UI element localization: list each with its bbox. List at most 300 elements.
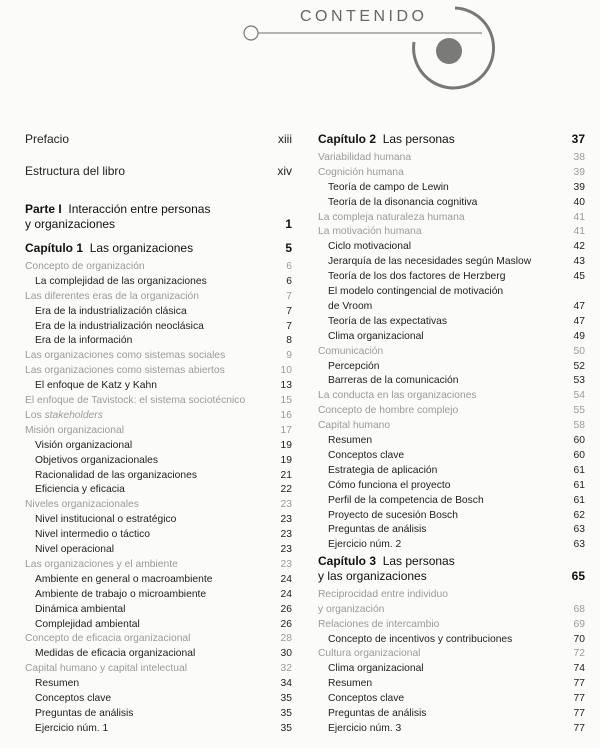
page-number: 61 <box>573 464 585 476</box>
toc-entry[interactable] <box>25 333 292 348</box>
entry-text: Los <box>25 409 45 421</box>
entry-text: Ambiente de trabajo o microambiente <box>35 588 207 600</box>
entry-text: Resumen <box>328 435 373 446</box>
toc-entry[interactable] <box>25 319 292 334</box>
page-number: 55 <box>573 405 585 417</box>
entry-title <box>25 706 133 721</box>
entry-text: Las organizaciones y el ambiente <box>25 558 178 570</box>
toc-entry[interactable] <box>25 408 292 423</box>
entry-text: Concepto de incentivos y contribuciones <box>328 633 513 645</box>
page-number: 35 <box>280 693 292 704</box>
toc-entry[interactable] <box>25 289 292 304</box>
page-number: 24 <box>280 573 292 585</box>
page-number: 62 <box>573 509 585 521</box>
entry-text: Concepto de organización <box>25 260 145 272</box>
entry-text: Interacción entre personas <box>68 202 211 216</box>
page-number: 19 <box>280 454 292 466</box>
page-number: 8 <box>286 335 292 347</box>
page-number: 10 <box>280 365 292 377</box>
toc-entry[interactable] <box>318 329 585 344</box>
entry-text: Dinámica ambiental <box>35 603 126 615</box>
page-number: 69 <box>573 618 585 630</box>
entry-text: Visión organizacional <box>35 439 133 451</box>
toc-entry[interactable] <box>25 646 292 661</box>
page-number: 58 <box>573 420 585 432</box>
entry-title <box>318 418 390 433</box>
entry-text: La motivación humana <box>318 226 422 238</box>
entry-title <box>318 691 404 706</box>
page-number: 7 <box>286 320 292 332</box>
entry-text: Cómo funciona el proyecto <box>328 479 451 491</box>
entry-text: Reciprocidad entre individuo <box>318 588 448 600</box>
entry-title <box>25 587 206 602</box>
entry-title <box>25 527 150 542</box>
chapter-label: Capítulo 1 <box>25 241 84 255</box>
toc-entry[interactable] <box>318 433 585 448</box>
entry-title <box>25 363 225 378</box>
toc-entry[interactable] <box>318 418 585 433</box>
toc-entry[interactable] <box>318 359 585 374</box>
entry-text: Percepción <box>328 360 380 372</box>
entry-title <box>318 433 372 448</box>
entry-text: Ambiente en general o macroambiente <box>35 573 213 585</box>
entry-title <box>25 468 197 483</box>
entry-text: Preguntas de análisis <box>328 524 427 536</box>
entry-title <box>318 254 531 269</box>
toc-entry[interactable] <box>318 587 585 617</box>
entry-title <box>318 537 401 552</box>
toc-entry[interactable] <box>318 165 585 180</box>
page-number: 63 <box>573 539 585 551</box>
page-number: 40 <box>573 196 585 208</box>
toc-entry[interactable] <box>318 632 585 647</box>
entry-title <box>318 195 477 210</box>
toc-entry[interactable] <box>318 463 585 478</box>
toc-entry[interactable] <box>25 676 292 691</box>
toc-entry[interactable] <box>25 304 292 319</box>
entry-title <box>318 661 424 676</box>
entry-title <box>318 269 505 284</box>
entry-text: Nivel institucional o estratégico <box>35 514 177 526</box>
entry-text: Ejercicio núm. 1 <box>35 722 109 734</box>
toc-entry[interactable] <box>25 512 292 527</box>
entry-text: Conceptos clave <box>35 693 112 704</box>
toc-entry[interactable] <box>318 646 585 661</box>
entry-text: La conducta en las organizaciones <box>318 390 477 402</box>
toc-entry[interactable] <box>318 721 585 736</box>
entry-text: Perfil de la competencia de Bosch <box>328 494 484 506</box>
page-number: 7 <box>286 290 292 302</box>
toc-entry[interactable] <box>318 493 585 508</box>
toc-chapter-heading[interactable] <box>25 241 292 256</box>
toc-entry[interactable] <box>318 195 585 210</box>
entry-text-italic: stakeholders <box>44 409 103 421</box>
toc-entry[interactable] <box>318 617 585 632</box>
entry-title <box>25 408 103 423</box>
entry-title <box>318 373 459 388</box>
page-number: 61 <box>573 494 585 506</box>
toc-entry[interactable] <box>25 721 292 736</box>
page-number: 23 <box>280 558 292 570</box>
entry-title <box>318 448 404 463</box>
toc-entry[interactable] <box>25 164 292 179</box>
page-number: 6 <box>286 275 292 287</box>
entry-title <box>25 438 132 453</box>
page-number: 52 <box>573 360 585 372</box>
page-number: 61 <box>573 479 585 491</box>
entry-text: Jerarquía de las necesidades según Maslow <box>328 256 532 268</box>
toc-entry[interactable] <box>25 274 292 289</box>
toc-entry[interactable] <box>318 661 585 676</box>
entry-title <box>318 463 437 478</box>
page-number: 54 <box>573 390 585 402</box>
entry-title <box>318 314 447 329</box>
small-ring-icon <box>244 26 258 40</box>
page-number: 38 <box>573 151 585 163</box>
page-number: 34 <box>280 678 292 690</box>
entry-title <box>318 646 420 661</box>
page-number: 19 <box>280 439 292 451</box>
toc-entry[interactable] <box>25 259 292 274</box>
entry-text: Concepto de hombre complejo <box>318 405 459 417</box>
entry-title <box>25 617 140 632</box>
toc-entry[interactable] <box>25 602 292 617</box>
entry-title <box>25 378 157 393</box>
page-number: 60 <box>573 435 585 446</box>
entry-title <box>25 646 195 661</box>
entry-text: Las organizaciones como sistemas sociales <box>25 350 226 362</box>
page-number: 30 <box>280 648 292 660</box>
entry-title <box>318 329 424 344</box>
page-number: 43 <box>573 256 585 268</box>
toc-entry[interactable] <box>318 403 585 418</box>
entry-text: Barreras de la comunicación <box>328 375 459 387</box>
toc-entry[interactable] <box>318 478 585 493</box>
entry-title <box>25 241 193 256</box>
entry-text: Misión organizacional <box>25 424 125 436</box>
entry-title <box>318 239 411 254</box>
entry-text: El modelo contingencial de motivación <box>328 286 504 297</box>
page-number: 23 <box>280 499 292 511</box>
entry-text: Clima organizacional <box>328 330 424 342</box>
page-number: 35 <box>280 707 292 719</box>
entry-text: Prefacio <box>25 132 70 146</box>
page-title: CONTENIDO <box>300 8 428 25</box>
entry-title <box>25 512 176 527</box>
entry-title <box>25 453 158 468</box>
entry-text-line2: y las organizaciones <box>318 569 427 583</box>
toc-entry[interactable] <box>318 691 585 706</box>
entry-text: Objetivos organizacionales <box>35 454 159 466</box>
page-number: 50 <box>573 345 585 357</box>
page-number: 47 <box>573 301 585 312</box>
entry-title <box>25 482 125 497</box>
entry-text: Relaciones de intercambio <box>318 618 440 630</box>
entry-text: Concepto de eficacia organizacional <box>25 633 191 645</box>
toc-entry[interactable] <box>25 631 292 646</box>
toc-entry[interactable] <box>318 210 585 225</box>
toc-entry[interactable] <box>25 453 292 468</box>
entry-text: Proyecto de sucesión Bosch <box>328 509 458 521</box>
entry-title <box>25 274 207 289</box>
page-number: 77 <box>573 678 585 690</box>
entry-title <box>318 587 448 617</box>
toc-entry[interactable] <box>25 557 292 572</box>
page-number: 6 <box>286 260 292 272</box>
toc-chapter-heading[interactable] <box>25 202 292 232</box>
page-number: 24 <box>280 588 292 600</box>
entry-title <box>318 150 411 165</box>
page-number: 7 <box>286 305 292 317</box>
page-number: 23 <box>280 529 292 541</box>
page-number: 70 <box>573 633 585 645</box>
entry-title <box>318 478 451 493</box>
toc-entry[interactable] <box>25 691 292 706</box>
page-number: 17 <box>280 424 292 436</box>
toc-entry[interactable] <box>25 706 292 721</box>
toc-entry[interactable] <box>318 150 585 165</box>
entry-text: La complejidad de las organizaciones <box>35 275 207 287</box>
entry-text: Las personas <box>382 132 455 146</box>
toc-entry[interactable] <box>318 239 585 254</box>
page-number: 74 <box>573 663 585 675</box>
page-number: 5 <box>285 241 292 255</box>
entry-text: Las personas <box>382 554 455 568</box>
page-number: 16 <box>280 409 292 421</box>
entry-title <box>318 706 426 721</box>
entry-title <box>318 180 449 195</box>
entry-title <box>25 319 204 334</box>
page-number: 42 <box>573 241 585 253</box>
toc-entry[interactable] <box>25 527 292 542</box>
toc-entry[interactable] <box>318 224 585 239</box>
entry-text: La compleja naturaleza humana <box>318 211 465 223</box>
toc-entry[interactable] <box>25 393 292 408</box>
page-number: 9 <box>286 350 292 362</box>
entry-title <box>318 284 503 314</box>
page-number: 37 <box>571 132 585 146</box>
toc-entry[interactable] <box>25 468 292 483</box>
page-number: 1 <box>285 217 292 231</box>
page-number: 53 <box>573 375 585 387</box>
toc-entry[interactable] <box>318 388 585 403</box>
entry-text: Las organizaciones <box>89 241 194 255</box>
toc-entry[interactable] <box>318 706 585 721</box>
entry-text: Era de la información <box>35 335 133 347</box>
entry-title <box>25 259 145 274</box>
toc-entry[interactable] <box>318 254 585 269</box>
entry-text: Nivel operacional <box>35 544 114 555</box>
filled-dot-icon <box>436 38 462 64</box>
entry-text: Comunicación <box>318 345 384 357</box>
entry-title <box>25 333 132 348</box>
toc-entry[interactable] <box>318 676 585 691</box>
page-number: 23 <box>280 544 292 555</box>
toc-entry[interactable] <box>25 348 292 363</box>
entry-title <box>318 632 512 647</box>
toc-entry[interactable] <box>25 497 292 512</box>
page-number: 35 <box>280 722 292 734</box>
page-number: 13 <box>280 380 292 392</box>
entry-title <box>318 359 380 374</box>
entry-text: Ciclo motivacional <box>328 241 411 253</box>
entry-text: Las diferentes eras de la organización <box>25 290 200 302</box>
entry-title <box>25 602 125 617</box>
entry-title <box>318 676 372 691</box>
entry-text: Las organizaciones como sistemas abiertos <box>25 365 225 377</box>
entry-text: Estrategia de aplicación <box>328 464 438 476</box>
entry-title <box>25 542 114 557</box>
page-number: 60 <box>573 449 585 461</box>
entry-title <box>318 403 458 418</box>
toc-entry[interactable] <box>25 423 292 438</box>
page-number: 77 <box>573 693 585 705</box>
entry-text: Clima organizacional <box>328 663 424 675</box>
entry-text: Cultura organizacional <box>318 648 421 660</box>
entry-text: Ejercicio núm. 3 <box>328 722 402 734</box>
page-number: 28 <box>280 633 292 645</box>
toc-entry[interactable] <box>25 617 292 632</box>
toc-chapter-heading[interactable] <box>318 132 585 147</box>
toc-entry[interactable] <box>318 344 585 359</box>
entry-title <box>25 393 245 408</box>
entry-text: Niveles organizacionales <box>25 499 139 511</box>
toc-entry[interactable] <box>25 482 292 497</box>
toc-entry[interactable] <box>318 537 585 552</box>
toc-entry[interactable] <box>25 378 292 393</box>
entry-text: Teoría de campo de Lewin <box>328 181 449 193</box>
entry-title <box>25 202 210 232</box>
page-number: 77 <box>573 722 585 734</box>
page-number: 23 <box>280 514 292 526</box>
entry-text: Teoría de las expectativas <box>328 315 448 327</box>
entry-title <box>25 631 190 646</box>
toc-entry[interactable] <box>318 373 585 388</box>
page-number: 15 <box>280 395 292 406</box>
entry-text: Medidas de eficacia organizacional <box>35 648 196 660</box>
entry-title <box>318 132 455 147</box>
entry-title <box>25 721 108 736</box>
entry-text: Resumen <box>328 678 373 690</box>
entry-title <box>318 554 455 584</box>
toc-entry[interactable] <box>25 572 292 587</box>
toc-entry[interactable] <box>318 180 585 195</box>
entry-text: Cognición humana <box>318 166 404 178</box>
page-number: 26 <box>280 603 292 615</box>
page-number: xiv <box>277 164 292 178</box>
entry-text-line2: y organizaciones <box>25 217 116 231</box>
entry-text: Complejidad ambiental <box>35 618 140 630</box>
page-number: xiii <box>278 132 292 146</box>
entry-text: Era de la industrialización clásica <box>35 305 187 317</box>
page-number: 26 <box>280 618 292 630</box>
page-number: 45 <box>573 271 585 283</box>
entry-title <box>25 304 187 319</box>
entry-title <box>25 661 187 676</box>
toc-entry[interactable] <box>318 284 585 314</box>
entry-title <box>25 497 139 512</box>
toc-entry[interactable] <box>25 132 292 147</box>
entry-title <box>25 691 111 706</box>
entry-text: Capital humano y capital intelectual <box>25 663 187 675</box>
entry-text: Conceptos clave <box>328 449 405 461</box>
entry-text-line2: de Vroom <box>328 301 373 312</box>
page-number: 63 <box>573 524 585 536</box>
page-number: 22 <box>280 484 292 496</box>
entry-text: Preguntas de análisis <box>328 708 427 719</box>
entry-text: El enfoque de Tavistock: el sistema sociotécnico <box>25 395 246 406</box>
entry-title <box>318 224 422 239</box>
toc-entry[interactable] <box>25 661 292 676</box>
page-number: 41 <box>573 226 585 238</box>
entry-text: Teoría de los dos factores de Herzberg <box>328 271 506 283</box>
entry-text: Ejercicio núm. 2 <box>328 539 402 551</box>
toc-entry[interactable] <box>318 448 585 463</box>
entry-title <box>318 493 484 508</box>
toc-entry[interactable] <box>318 522 585 537</box>
entry-title <box>318 721 401 736</box>
entry-title <box>25 676 79 691</box>
entry-text: Resumen <box>35 678 80 690</box>
page-number: 21 <box>280 469 292 481</box>
entry-title <box>318 522 426 537</box>
chapter-label: Capítulo 3 <box>318 554 377 568</box>
entry-title <box>318 344 383 359</box>
entry-title <box>318 165 404 180</box>
page-number: 39 <box>573 181 585 193</box>
toc-entry[interactable] <box>318 508 585 523</box>
entry-text: Teoría de la disonancia cognitiva <box>328 196 478 208</box>
entry-text: Preguntas de análisis <box>35 707 134 719</box>
entry-title <box>318 617 439 632</box>
entry-title <box>25 348 225 363</box>
page-number: 65 <box>571 569 585 583</box>
toc-entry[interactable] <box>25 438 292 453</box>
entry-title <box>25 423 124 438</box>
toc-entry[interactable] <box>318 269 585 284</box>
entry-text: Conceptos clave <box>328 693 405 705</box>
page-number: 39 <box>573 166 585 178</box>
entry-title <box>25 557 178 572</box>
toc-entry[interactable] <box>318 314 585 329</box>
entry-text: Era de la industrialización neoclásica <box>35 320 204 332</box>
entry-title <box>25 289 199 304</box>
entry-text: Capital humano <box>318 420 391 432</box>
page-number: 72 <box>573 648 585 660</box>
entry-text: Eficiencia y eficacia <box>35 484 125 496</box>
entry-title <box>318 210 465 225</box>
entry-title <box>25 572 212 587</box>
entry-title <box>318 508 458 523</box>
page-number: 77 <box>573 708 585 719</box>
entry-text: El enfoque de Katz y Kahn <box>35 380 157 392</box>
toc-entry[interactable] <box>25 587 292 602</box>
entry-title <box>25 164 125 179</box>
entry-text: Racionalidad de las organizaciones <box>35 469 197 481</box>
chapter-label: Capítulo 2 <box>318 132 377 146</box>
entry-text: Nivel intermedio o táctico <box>35 529 151 541</box>
toc-entry[interactable] <box>25 363 292 378</box>
toc-entry[interactable] <box>25 542 292 557</box>
entry-title <box>318 388 477 403</box>
entry-text: Estructura del libro <box>25 164 126 178</box>
entry-title <box>25 132 69 147</box>
page-number: 49 <box>573 330 585 342</box>
entry-text: Variabilidad humana <box>318 151 412 163</box>
page-number: 68 <box>573 603 585 615</box>
toc-chapter-heading[interactable] <box>318 554 585 584</box>
page-number: 47 <box>573 315 585 327</box>
